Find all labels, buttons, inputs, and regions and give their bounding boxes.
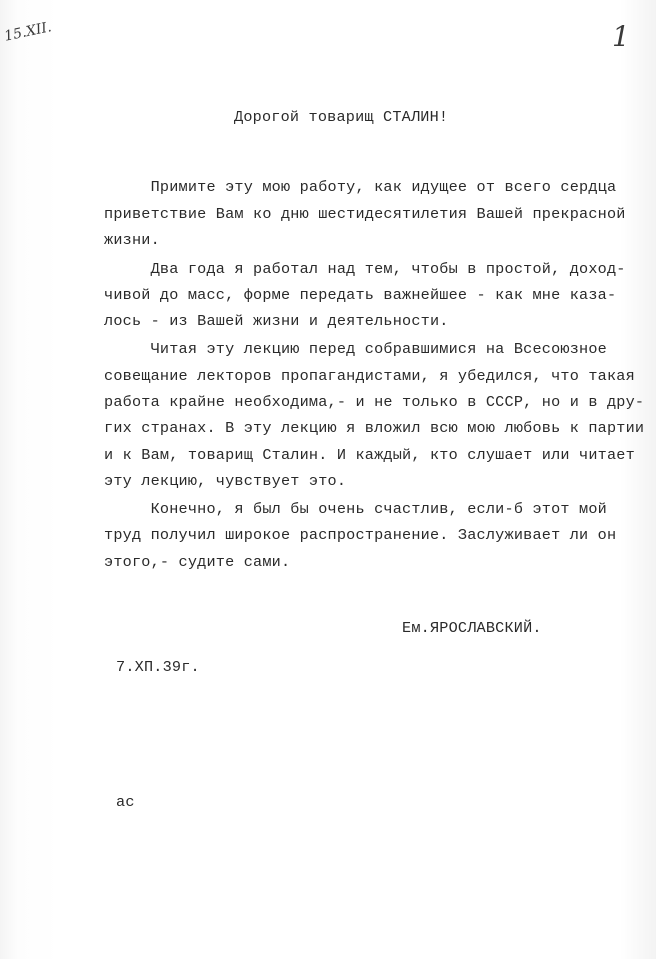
body-line: гих странах. В эту лекцию я вложил всю мою любовь к партии [104, 419, 645, 437]
body-line: Читая эту лекцию перед собравшимися на Всесоюзное [104, 340, 607, 358]
body-line: Два года я работал над тем, чтобы в простой, доход- [104, 260, 626, 278]
body-line: и к Вам, товарищ Сталин. И каждый, кто слушает или читает [104, 446, 635, 464]
body-line: жизни. [104, 231, 160, 249]
letter-body [104, 0, 644, 959]
body-line: чивой до масс, форме передать важнейшее - как мне каза- [104, 286, 617, 304]
salutation: Дорогой товарищ СТАЛИН! [234, 108, 449, 126]
body-line: лось - из Вашей жизни и деятельности. [104, 312, 449, 330]
handwritten-date-note: 15.XII. [2, 19, 53, 45]
body-line: этого,- судите сами. [104, 553, 291, 571]
signature: Ем.ЯРОСЛАВСКИЙ. [402, 619, 542, 637]
typist-initials: ас [116, 793, 135, 811]
body-line: Конечно, я был бы очень счастлив, если-б этот мой [104, 500, 607, 518]
date-line: 7.ХП.39г. [116, 658, 200, 676]
body-line: Примите эту мою работу, как идущее от всего сердца [104, 178, 617, 196]
body-line: совещание лекторов пропагандистами, я убедился, что такая [104, 367, 635, 385]
body-line: труд получил широкое распространение. Заслуживает ли он [104, 526, 617, 544]
body-line: эту лекцию, чувствует это. [104, 472, 347, 490]
body-line: приветствие Вам ко дню шестидесятилетия Вашей прекрасной [104, 205, 626, 223]
body-line: работа крайне необходима,- и не только в СССР, но и в дру- [104, 393, 645, 411]
page-number: 1 [612, 20, 630, 53]
